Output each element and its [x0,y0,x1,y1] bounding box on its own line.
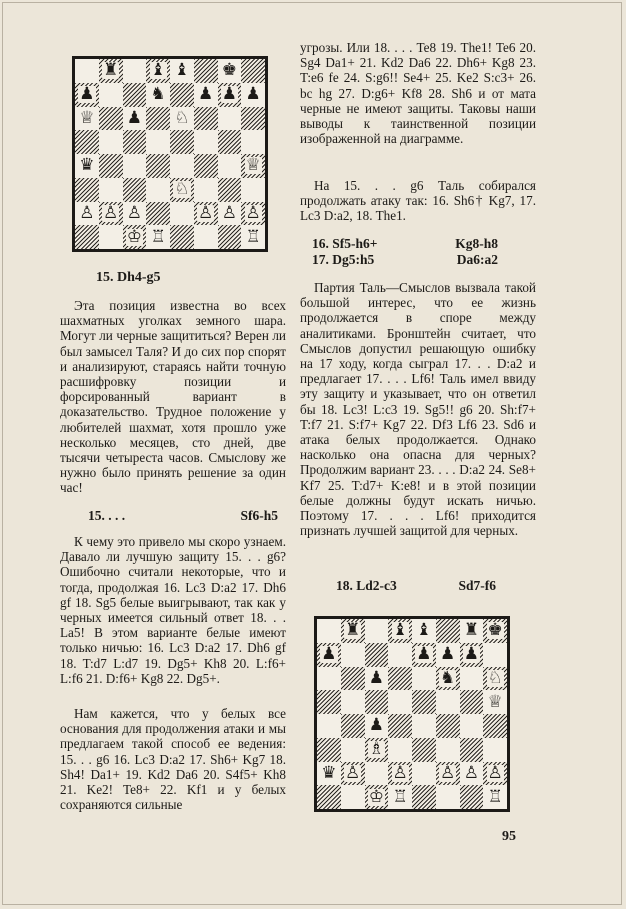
chess-piece-icon: ♚ [487,620,503,641]
board-square [218,83,242,107]
board-square [483,643,507,667]
board-square [388,738,412,762]
board-square [460,785,484,809]
board-square [436,762,460,786]
move-17-black: Da6:a2 [456,252,498,267]
board-square [218,178,242,202]
chess-piece-icon: ♖ [487,786,503,807]
board-square [75,59,99,83]
chess-piece-icon: ♙ [79,202,95,223]
board-square [317,690,341,714]
board-square [412,690,436,714]
board-square [388,690,412,714]
chess-piece-icon: ♕ [245,155,261,176]
chess-piece-icon: ♙ [221,202,237,223]
chess-piece-icon: ♙ [487,762,503,783]
chess-piece-icon: ♖ [392,786,408,807]
board-square [170,130,194,154]
board-square [241,225,265,249]
move-18-white: 18. Ld2-c3 [336,578,397,593]
move-16-black: Kg8-h8 [455,236,498,251]
board-square [75,178,99,202]
board-square [317,643,341,667]
board-square [436,667,460,691]
board-square [365,714,389,738]
chess-piece-icon: ♝ [392,620,408,641]
chess-piece-icon: ♙ [463,762,479,783]
move-15-white: 15. . . . [88,508,126,523]
board-square [241,83,265,107]
board-square [241,202,265,226]
chess-piece-icon: ♟ [321,644,337,665]
chess-piece-icon: ♙ [440,762,456,783]
board-square [194,107,218,131]
chess-piece-icon: ♝ [150,60,166,81]
chess-piece-icon: ♟ [368,667,384,688]
board-square [388,667,412,691]
board-square [436,643,460,667]
board-square [460,714,484,738]
board-square [99,225,123,249]
chess-piece-icon: ♟ [463,644,479,665]
chess-piece-icon: ♚ [221,60,237,81]
chess-piece-icon: ♙ [126,202,142,223]
chess-piece-icon: ♙ [392,762,408,783]
chess-piece-icon: ♜ [103,60,119,81]
board-square [365,667,389,691]
board-square [123,225,147,249]
right-paragraph-1: угрозы. Или 18. . . . Te8 19. The1! Te6 20. Sg4 Da1+ 21. Kd2 Da6 22. Dh6+ Kg8 23. T:e6 fe 24. S:g6!! Se4+ 25. Ke2 S:c3+ 26. bc hg 27. D:g6+ Kf8 28. Sh6 и от мата черные не имеют защиты. Таковы наши выводы к таинственной позиции изображенной на диаграмме. [300,40,536,147]
board-square [194,202,218,226]
chess-piece-icon: ♟ [440,644,456,665]
board-square [75,130,99,154]
board-square [194,59,218,83]
board-square [146,59,170,83]
chess-piece-icon: ♝ [416,620,432,641]
chess-piece-icon: ♝ [174,60,190,81]
board-square [75,202,99,226]
board-square [388,762,412,786]
chess-piece-icon: ♔ [126,226,142,247]
chess-piece-icon: ♜ [345,620,361,641]
board-square [99,59,123,83]
board-square [388,619,412,643]
board-square [146,178,170,202]
board-square [146,225,170,249]
board-square [123,202,147,226]
board-square [483,690,507,714]
board-square [99,83,123,107]
board-square [460,738,484,762]
board-square [460,667,484,691]
board-square [99,202,123,226]
board-square [194,178,218,202]
board-square [460,690,484,714]
chess-piece-icon: ♔ [368,786,384,807]
board-square [194,130,218,154]
board-square [388,714,412,738]
board-square [412,738,436,762]
board-square [317,738,341,762]
board-square [483,738,507,762]
chess-piece-icon: ♟ [79,84,95,105]
board-square [123,154,147,178]
board-square [341,785,365,809]
board-square [170,107,194,131]
board-square [412,619,436,643]
chess-diagram-1 [72,56,268,252]
chess-piece-icon: ♙ [345,762,361,783]
board-square [146,83,170,107]
board-square [365,690,389,714]
board-square [194,225,218,249]
chess-piece-icon: ♟ [198,84,214,105]
board-square [75,83,99,107]
board-square [241,130,265,154]
board-square [412,643,436,667]
chess-piece-icon: ♙ [245,202,261,223]
board-square [341,643,365,667]
board-square [436,738,460,762]
board-square [412,762,436,786]
board-square [75,107,99,131]
chess-piece-icon: ♟ [126,107,142,128]
move-18-black: Sd7-f6 [458,578,496,593]
board-square [460,762,484,786]
left-paragraph-3: Нам кажется, что у белых все основания для продолжения атаки и мы предлагаем такой способ ее ведения: 15. . . g6 16. Lc3 D:a2 17. Sh6+ Kg7 18. Sh4! Da1+ 19. Kd2 Da6 20. S4f5+ Kh8 21. Ke2! Te8+ 22. Kf1 и у белых сохраняются сильные [60,706,286,813]
board-square [194,154,218,178]
move-line-17 [312,252,498,268]
board-square [388,643,412,667]
board-square [146,202,170,226]
chess-piece-icon: ♙ [103,202,119,223]
chess-diagram-2 [314,616,510,812]
board-square [483,714,507,738]
right-paragraph-2: На 15. . . g6 Таль собирался продолжать атаку так: 16. Sh6† Kg7, 17. Lc3 D:a2, 18. The1. [300,178,536,224]
move-line-15 [88,508,278,524]
board-square [436,619,460,643]
board-square [365,785,389,809]
chess-piece-icon: ♙ [198,202,214,223]
chess-piece-icon: ♘ [174,107,190,128]
board-square [436,690,460,714]
board-square [365,762,389,786]
board-square [170,178,194,202]
board-square [365,619,389,643]
board-square [123,59,147,83]
move-15-black: Sf6-h5 [240,508,278,523]
board-square [123,178,147,202]
board-square [99,130,123,154]
board-square [412,714,436,738]
chess-piece-icon: ♘ [174,179,190,200]
board-square [341,619,365,643]
board-square [365,643,389,667]
page-number: 95 [502,829,516,844]
chess-piece-icon: ♞ [440,667,456,688]
chess-piece-icon: ♕ [79,107,95,128]
board-square [460,643,484,667]
chess-piece-icon: ♞ [150,84,166,105]
chess-piece-icon: ♟ [221,84,237,105]
board-square [146,130,170,154]
board-square [170,59,194,83]
board-square [146,107,170,131]
move-17-white: 17. Dg5:h5 [312,252,375,267]
board-square [218,107,242,131]
board-square [218,130,242,154]
board-square [483,785,507,809]
board-square [99,154,123,178]
chess-piece-icon: ♛ [79,155,95,176]
board-square [365,738,389,762]
board-square [341,690,365,714]
caption-move-15-white: 15. Dh4-g5 [96,270,161,285]
board-square [99,178,123,202]
board-square [170,225,194,249]
board-square [341,762,365,786]
board-square [317,762,341,786]
board-square [317,667,341,691]
caption-move-18 [336,578,496,594]
chess-piece-icon: ♛ [321,762,337,783]
board-square [436,714,460,738]
chess-piece-icon: ♖ [150,226,166,247]
board-square [341,667,365,691]
right-paragraph-3: Партия Таль—Смыслов вызвала такой большой интерес, что ее жизнь продолжается в споре между аналитиками. Бронштейн считает, что Смыслов допустил решающую ошибку на 17 ходу, когда сыграл 17. . . D:a2 и предлагает 17. . . . Lf6! Таль имел ввиду эту защиту и указывает, что он ответил бы 18. Lc3! L:c3 19. Sg5!! g6 20. Sh:f7+ T:f7 21. S:f7+ Kg7 22. Df3 Lf6 23. Sd6 и атака белых продолжается. Однако насколько она опасна для черных? Продолжим вариант 23. . . . D:a2 24. Se8+ Kf7 25. T:d7+ K:e8! и в этой позиции белые должны будут искать ничью. Поэтому 17. . . . Lf6! приходится признать лучшей защитой для черных. [300,280,536,539]
board-square [412,667,436,691]
board-square [341,738,365,762]
board-square [123,83,147,107]
board-square [146,154,170,178]
board-square [317,785,341,809]
board-square [99,107,123,131]
left-paragraph-2: К чему это привело мы скоро узнаем. Давало ли лучшую защиту 15. . . g6? Ошибочно считали некоторые, что и тогда, продолжая 16. Lc3 D:a2 17. Dh6 gf 18. Sg5 белые выигрывают, так как у черных имеется сильный ответ 18. . . La5! В этом варианте белые имеют только ничью: 16. Lc3 D:a2 17. Dh6 gf 18. T:d7 L:d7 19. Dg5+ Kh8 20. L:f6+ L:f6 21. D:f6+ Kg8 22. Dg5+. [60,534,286,686]
board-square [241,59,265,83]
board-square [483,667,507,691]
board-square [241,154,265,178]
left-paragraph-1: Эта позиция известна во всех шахматных уголках земного шара. Могут ли черные защититься? Верен ли был замысел Таля? И до сих пор спорят и анализируют, стараясь найти точную расшифровку позиции и форсированный вариант в доказательство. Трудное положение у любителей шахмат, хотя прошло уже несколько месяцев, сто дней, две тысячи четыреста часов. Смыслову же нужно было принять решение за один час! [60,298,286,496]
board-square [218,154,242,178]
move-16-white: 16. Sf5-h6+ [312,236,378,251]
board-square [123,130,147,154]
board-square [317,714,341,738]
chess-piece-icon: ♟ [245,84,261,105]
board-square [170,83,194,107]
board-square [75,154,99,178]
board-square [483,762,507,786]
chess-piece-icon: ♟ [416,644,432,665]
chess-piece-icon: ♟ [368,715,384,736]
board-square [75,225,99,249]
board-square [436,785,460,809]
board-square [218,59,242,83]
board-square [317,619,341,643]
chess-piece-icon: ♜ [463,620,479,641]
board-square [412,785,436,809]
board-square [194,83,218,107]
board-square [241,178,265,202]
move-line-16 [312,236,498,252]
chess-piece-icon: ♕ [487,691,503,712]
board-square [460,619,484,643]
board-square [241,107,265,131]
board-square [388,785,412,809]
board-square [218,225,242,249]
board-square [170,154,194,178]
board-square [341,714,365,738]
board-square [170,202,194,226]
board-square [123,107,147,131]
board-square [483,619,507,643]
board-square [218,202,242,226]
chess-piece-icon: ♗ [368,739,384,760]
chess-piece-icon: ♘ [487,667,503,688]
chess-piece-icon: ♖ [245,226,261,247]
